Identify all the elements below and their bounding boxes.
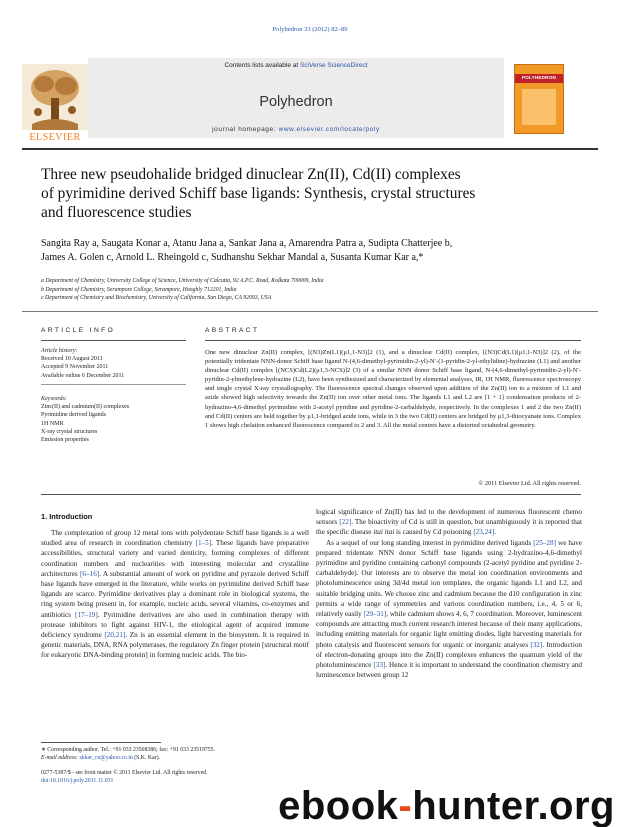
affiliation-a: a Department of Chemistry, University College of Science, University of Calcutta, 92 A.P.C. Road, Kolkata 700009, India xyxy=(41,278,324,284)
reference-link[interactable]: [1–5] xyxy=(195,539,212,548)
abstract-text: One new dinuclear Zn(II) complex, [(N3)Zn(L1)(μ1,1-N3)]2 (1), and a dinuclear Cd(II) complex, [(N3)Cd(L1)(μ1,1-N3)]2 (2), of the potentially tridentate NNN-donor Schiff base ligand N-(4,6-dimethyl-pyrimidin-2-yl)-N′-(1-pyridin-2-yl-ethylidine)-hydrazine (L1) and another dinuclear Cd(II) complex [(NCS)Cd(L2)(μ1,3-NCS)]2 (3) of a similar NNN donor Schiff base ligand, N-(4,6-dimethyl-pyrimidin-2-yl)-N′-pyridin-2-ylmethylene-hydrazine (L2), have been synthesized and characterized by elemental analyses, IR, 1H NMR, fluorescence spectroscopy and single crystal X-ray crystallography. The fluorescence spectral changes observed upon addition of the Zn(II) ion to a mixture of L1 and azide showed high selectivity towards the Zn(II) ion over other metal ions. The ligands L1 and L2 are [1 + 1] condensation products of 2-hydrazino-4,6-dimethyl pyrimidine with 2-acetyl pyridine and pyridine-2-carbaldehyde, respectively. In the complexes 1 and 2 the two Zn(II) and Cd(II) centers are held together by μ1,1-bridged azide ions, while in 3 the two Cd(II) centers are bridged by μ1,3-thiocyanate ions. Complex 1 shows high chelation enhanced fluorescence compared to 2 and 3. All the metal centers have a distorted octahedral geometry. xyxy=(205,349,581,429)
reference-link[interactable]: [22] xyxy=(339,518,352,527)
reference-link[interactable]: [25–28] xyxy=(533,538,556,547)
keywords-label: Keywords: xyxy=(41,396,67,402)
article-title xyxy=(41,165,601,222)
sciencedirect-link[interactable]: SciVerse ScienceDirect xyxy=(299,62,368,69)
article-info-rule xyxy=(41,340,186,341)
article-info-heading: ARTICLE INFO xyxy=(41,327,116,334)
title-line: and fluorescence studies xyxy=(41,204,192,221)
article-history xyxy=(41,347,186,380)
cover-journal-name: POLYHEDRON xyxy=(522,75,556,80)
accepted-date: Accepted 9 November 2011 xyxy=(41,364,109,371)
reference-link[interactable]: [29–31] xyxy=(363,610,387,619)
abstract-rule xyxy=(205,340,581,341)
journal-title: Polyhedron xyxy=(259,94,333,110)
corresponding-author-footnote: ∗ Corresponding author. Tel.: +91 033 23508386; fax: +91 033 23519755. E-mail address: skkar_cu@yahoo.co.in (S.K. Kar). xyxy=(41,746,309,762)
contents-availability: Contents lists available at SciVerse ScienceDirect xyxy=(224,62,368,69)
keyword: X-ray crystal structures xyxy=(41,428,98,435)
intro-paragraph: The complexation of group 12 metal ions with polydentate Schiff base ligands is a well studied area of research in coordination chemistry [1–5]. These ligands have preparative accessibilities, structural variety and varied denticity, forming complexes of different coordination numbers and nuclearities with interesting molecular and crystalline architectures [6–16]. A substantial amount of work on pyridine and pyrazole derived Schiff base ligands have emerged in the literature, while works on pyrimidine derived Schiff base ligands are scarce. Pyrimidine derivatives play a dominant role in biological systems, the ring system being present in, for example, nucleic acids, several vitamins, co-enzymes and antibiotics [17–19]. Pyrimidine derivatives are also used in combination therapy with protease inhibitors to fight against HIV-1, the etiological agent of acquired immune deficiency syndrome [20,21]. Zn is an essential element in the biosystem. It is required in genetic materials, DNA, RNA polymerases, the regulatory Zn finger protein [structural motif for eukaryotic DNA-binding protein] in forming nucleic acids. The bio- xyxy=(41,529,309,660)
copyright-notice: © 2011 Elsevier Ltd. All rights reserved. xyxy=(478,480,581,487)
affiliations xyxy=(41,277,601,303)
journal-citation[interactable]: Polyhedron 33 (2012) 82–89 xyxy=(272,26,348,33)
keyword: 1H NMR xyxy=(41,420,64,427)
doi-link[interactable]: doi:10.1016/j.poly.2011.11.031 xyxy=(41,778,114,784)
keywords xyxy=(41,395,186,444)
title-line: of pyrimidine derived Schiff base ligands: Synthesis, crystal structures xyxy=(41,185,476,202)
email-link[interactable]: skkar_cu@yahoo.co.in xyxy=(79,755,133,761)
reference-link[interactable]: [6–16] xyxy=(80,569,100,578)
journal-cover-thumbnail[interactable] xyxy=(514,64,564,134)
keyword: Pyrimidine derived ligands xyxy=(41,412,106,419)
received-date: Received 10 August 2011 xyxy=(41,356,103,363)
reference-link[interactable]: [20,21] xyxy=(104,631,126,640)
intro-paragraph: logical significance of Zn(II) has led to the development of numerous fluorescent chemo sensors [22]. The bioactivity of Cd is still in question, but unambiguously it is reported that the specific disease itai itai is caused by Cd poisoning [23,24]. xyxy=(316,508,582,537)
history-label: Article history: xyxy=(41,348,78,354)
reference-link[interactable]: [32] xyxy=(530,640,543,649)
abstract-bottom-rule xyxy=(41,494,581,495)
authors-line[interactable]: Sangita Ray a, Saugata Konar a, Atanu Jana a, Sankar Jana a, Amarendra Patra a, Sudipta Chatterjee b, xyxy=(41,238,453,249)
publisher-logo-text: ELSEVIER xyxy=(29,132,81,143)
affiliation-c: c Department of Chemistry and Biochemistry, University of California, San Diego, CA 92093, USA xyxy=(41,295,272,302)
header-rule xyxy=(22,148,598,150)
keywords-rule xyxy=(41,384,186,385)
footnote-rule xyxy=(41,742,161,743)
keyword: Zinc(II) and cadmium(II) complexes xyxy=(41,404,130,411)
title-line: Three new pseudohalide bridged dinuclear Zn(II), Cd(II) complexes xyxy=(41,166,461,183)
keyword: Emission properties xyxy=(41,437,89,444)
issn-line: 0277-5387/$ - see front matter © 2011 Elsevier Ltd. All rights reserved. xyxy=(41,770,208,776)
author-list xyxy=(41,237,601,266)
online-date: Available online 6 December 2011 xyxy=(41,372,125,379)
abstract-heading: ABSTRACT xyxy=(205,327,260,334)
corresponding-author: ∗ Corresponding author. Tel.: +91 033 23508386; fax: +91 033 23519755. xyxy=(41,747,215,753)
body-column-left xyxy=(41,528,309,661)
authors-line[interactable]: James A. Golen c, Arnold L. Rheingold c, Sudhanshu Sekhar Mandal a, Susanta Kumar Kar a,* xyxy=(41,252,424,264)
affiliation-b: b Department of Chemistry, Serampore College, Serampore, Hooghly 712201, India xyxy=(41,286,237,293)
section-heading-introduction: 1. Introduction xyxy=(41,512,93,521)
body-column-right xyxy=(316,507,582,680)
journal-header-box xyxy=(88,58,504,138)
intro-paragraph: As a sequel of our long standing interest in pyrimidine derived ligands [25–28] we have prepared tridentate NNN donor Schiff base ligands using 2-hydrazino-4,6-dimethyl pyrimidine and pyridine containing carbonyl compounds (2-acetyl pyridine and pyridine 2-carbaldehyde). Our interests are to observe the metal ion coordination environments and photoluminescence using 3d/4d metal ion templates, the organic ligands L1 and L2, and suitable bridging units. We choose zinc and cadmium because the d10 configuration in zinc permits a wide range of symmetries and various coordination numbers, i.e., 4, 5 or 6, relatively easily [29–31], while cadmium shows 4, 6, 7 coordination. Moreover, luminescent compounds are attracting much current research interest because of their many applications, including emitting materials for organic light emitting diodes, light harvesting materials for photo catalysis and fluorescent sensors for organic or inorganic analyses [32]. Introduction of electron-donating groups into the Zn(II) complexes enhances the quantum yield of the photoluminescence [33]. Hence it is important to understand the coordination chemistry and luminescence between group 12 xyxy=(316,538,583,680)
watermark: ebook-hunter.org xyxy=(278,784,615,827)
homepage-link[interactable]: www.elsevier.com/locate/poly xyxy=(278,126,380,133)
issn-doi xyxy=(41,769,309,785)
reference-link[interactable]: [17–19] xyxy=(75,610,98,619)
reference-link[interactable]: [33] xyxy=(373,661,386,670)
reference-link[interactable]: [23,24] xyxy=(473,528,495,537)
journal-homepage: journal homepage: www.elsevier.com/locate/poly xyxy=(212,126,380,133)
cover-artwork xyxy=(522,89,556,125)
affiliation-rule xyxy=(22,311,598,312)
